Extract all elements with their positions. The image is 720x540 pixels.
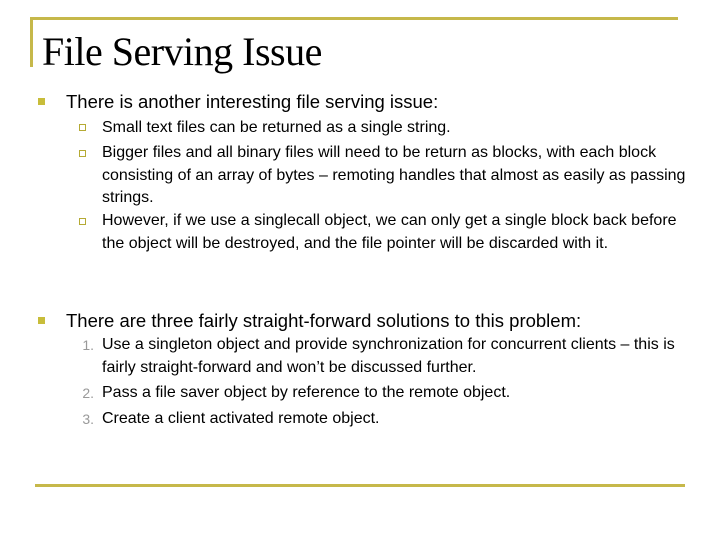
bullet-text: There is another interesting file serving issue:: [66, 91, 439, 112]
frame-top-rule: [30, 17, 678, 20]
square-bullet-icon: [38, 317, 45, 324]
square-bullet-icon: [38, 98, 45, 105]
numbered-item-text: Use a singleton object and provide synchronization for concurrent clients – this is fairly straight-forward and won’t be discussed further.: [102, 336, 675, 376]
slide-title: File Serving Issue: [42, 29, 322, 74]
hollow-square-bullet-icon: [79, 150, 86, 157]
bullet-text: There are three fairly straight-forward solutions to this problem:: [66, 310, 582, 331]
list-number: 1.: [82, 337, 94, 353]
frame-bottom-rule: [35, 484, 685, 487]
list-number: 3.: [82, 411, 94, 427]
hollow-square-bullet-icon: [79, 218, 86, 225]
hollow-square-bullet-icon: [79, 124, 86, 131]
list-number: 2.: [82, 385, 94, 401]
sub-bullet-text: Small text files can be returned as a single string.: [102, 119, 451, 136]
frame-left-rule: [30, 17, 33, 67]
numbered-item-text: Pass a file saver object by reference to the remote object.: [102, 384, 511, 401]
sub-bullet-text: Bigger files and all binary files will need to be return as blocks, with each block consisting of an array of bytes – remoting handles that almost as easily as passing strings.: [102, 144, 686, 206]
sub-bullet-text: However, if we use a singlecall object, we can only get a single block back before the object will be destroyed, and the file pointer will be discarded with it.: [102, 212, 677, 252]
numbered-item-text: Create a client activated remote object.: [102, 410, 380, 427]
